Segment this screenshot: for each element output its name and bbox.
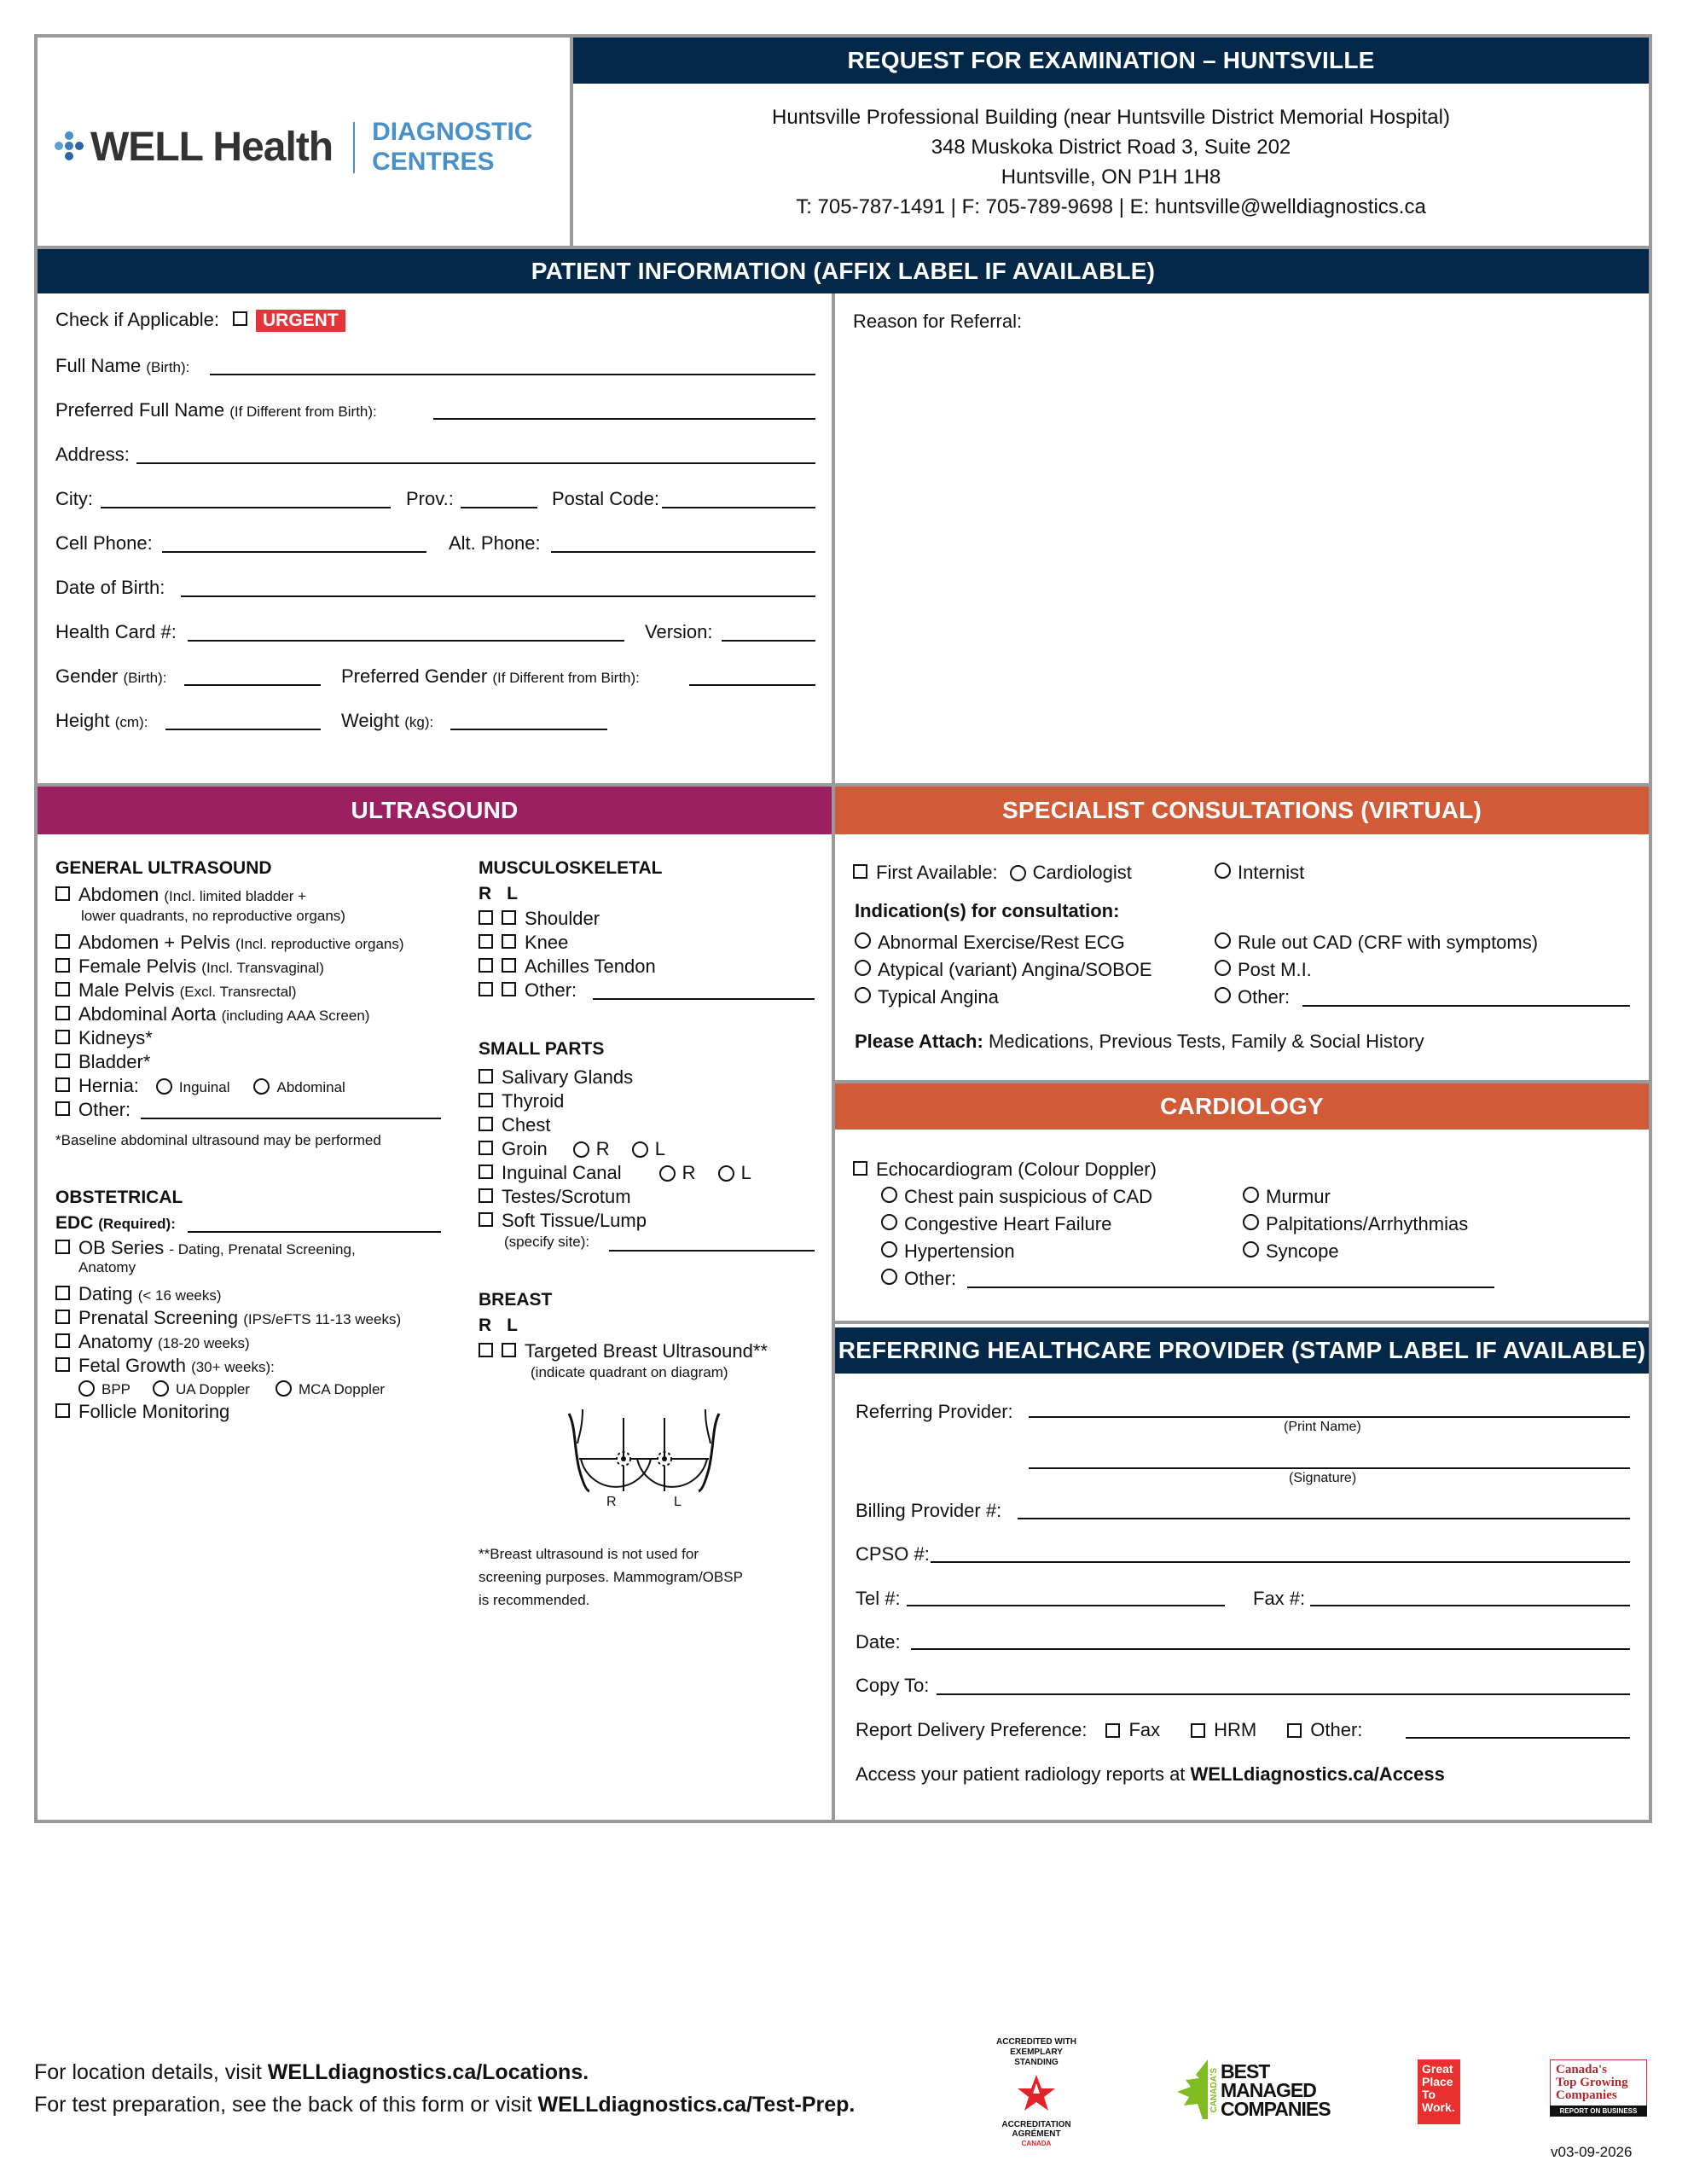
item-label: Inguinal Canal [502, 1162, 622, 1183]
internist-radio[interactable] [1215, 863, 1231, 879]
full-name-label: Full Name [55, 355, 142, 376]
item-note: Anatomy [78, 1259, 136, 1275]
accreditation-badge [989, 2037, 1083, 2148]
address-field[interactable] [136, 462, 815, 464]
item-note: (IPS/eFTS 11-13 weeks) [243, 1311, 402, 1327]
item-note: (Incl. reproductive organs) [235, 936, 404, 952]
height-field[interactable] [165, 729, 321, 730]
option-label: Hypertension [904, 1240, 1015, 1262]
pref-gender-field[interactable] [689, 684, 815, 686]
indication-radio[interactable] [855, 987, 871, 1003]
breast-sub-note: (indicate quadrant on diagram) [531, 1364, 728, 1380]
copy-to-field[interactable] [937, 1693, 1630, 1695]
billing-label: Billing Provider #: [856, 1500, 1002, 1521]
shoulder-l-checkbox[interactable] [502, 910, 516, 925]
r-label: R [479, 884, 492, 903]
option-label: UA Doppler [176, 1381, 250, 1397]
address-line: 348 Muskoka District Road 3, Suite 202 [931, 136, 1291, 159]
logo-sub [372, 118, 532, 177]
item-label: Male Pelvis [78, 979, 175, 1001]
dots-cross-icon [55, 129, 84, 166]
cpso-field[interactable] [931, 1561, 1630, 1563]
item-label: Targeted Breast Ultrasound** [525, 1340, 768, 1362]
item-label: Soft Tissue/Lump [502, 1210, 647, 1231]
badge-text: EXEMPLARY STANDING [1010, 2048, 1063, 2067]
option-label: Atypical (variant) Angina/SOBOE [878, 959, 1152, 980]
logo [55, 118, 532, 177]
logo-sub-2: CENTRES [372, 147, 495, 176]
achilles-r-checkbox[interactable] [479, 958, 493, 973]
badge-text: To [1422, 2088, 1436, 2101]
reason-label: Reason for Referral: [853, 311, 1023, 332]
edc-paren: (Required): [98, 1216, 176, 1232]
item-label: Achilles Tendon [525, 956, 656, 977]
attach-text: Medications, Previous Tests, Family & Social History [988, 1031, 1424, 1052]
msk-heading: MUSCULOSKELETAL [479, 858, 663, 878]
urgent-badge: URGENT [256, 310, 345, 332]
bpp-radio[interactable] [78, 1380, 95, 1397]
version-label: Version: [645, 621, 713, 642]
locations-link[interactable]: WELLdiagnostics.ca/Locations. [267, 2060, 589, 2084]
item-note: (18-20 weeks) [157, 1335, 250, 1351]
inguinal-canal-checkbox[interactable] [479, 1165, 493, 1179]
specify-site-field[interactable] [609, 1250, 815, 1252]
cardio-radio[interactable] [881, 1187, 897, 1203]
item-label: Thyroid [502, 1090, 565, 1112]
attach-label: Please Attach: [855, 1031, 983, 1052]
indications-heading: Indication(s) for consultation: [855, 900, 1120, 921]
option-label: Palpitations/Arrhythmias [1266, 1213, 1469, 1234]
item-note: (30+ weeks): [191, 1359, 275, 1375]
echo-checkbox[interactable] [853, 1161, 867, 1176]
health-card-field[interactable] [188, 640, 624, 642]
version-text: v03-09-2026 [1551, 2144, 1633, 2160]
logo-brand: WELL Health [90, 125, 334, 170]
anatomy-checkbox[interactable] [55, 1333, 70, 1348]
delivery-other-checkbox[interactable] [1287, 1723, 1302, 1738]
prov-label: Prov.: [406, 488, 454, 509]
cardiologist-radio[interactable] [1010, 865, 1026, 881]
option-label: L [740, 1162, 751, 1183]
cardiology-section-title: CARDIOLOGY [835, 1083, 1649, 1130]
full-name-field[interactable] [210, 374, 815, 375]
cell-label: Cell Phone: [55, 532, 153, 554]
option-label: Post M.I. [1238, 959, 1312, 980]
testes-checkbox[interactable] [479, 1188, 493, 1203]
shoulder-r-checkbox[interactable] [479, 910, 493, 925]
option-label: Other: [1238, 986, 1291, 1008]
follicle-monitoring-checkbox[interactable] [55, 1403, 70, 1418]
item-label: Abdomen [78, 884, 160, 905]
clinic-address [573, 102, 1649, 222]
item-note: (Incl. Transvaginal) [201, 960, 324, 976]
abdomen-pelvis-checkbox[interactable] [55, 934, 70, 949]
breast-l-checkbox[interactable] [502, 1343, 516, 1357]
groin-r-radio[interactable] [573, 1141, 589, 1158]
breast-footnote [479, 1542, 743, 1612]
preferred-name-label: Preferred Full Name [55, 399, 225, 421]
edc-field[interactable] [188, 1231, 441, 1233]
preferred-name-paren: (If Different from Birth): [229, 404, 377, 420]
address-line: Huntsville Professional Building (near Huntsville District Memorial Hospital) [772, 106, 1450, 129]
item-label: Other: [525, 979, 577, 1001]
inguinal-r-radio[interactable] [659, 1165, 676, 1182]
item-label: Follicle Monitoring [78, 1401, 230, 1422]
great-place-to-work-badge [1418, 2059, 1460, 2124]
cell-field[interactable] [162, 551, 426, 553]
option-label: Other: [904, 1268, 957, 1289]
full-name-paren: (Birth): [146, 359, 190, 375]
general-footnote: *Baseline abdominal ultrasound may be performed [55, 1132, 381, 1148]
pref-gender-paren: (If Different from Birth): [492, 670, 640, 686]
item-label: Groin [502, 1138, 548, 1159]
pref-gender-label: Preferred Gender [341, 665, 488, 687]
alt-phone-field[interactable] [551, 551, 815, 553]
badge-text: AGRÉMENT [1012, 2129, 1061, 2139]
item-note: - Dating, Prenatal Screening, [169, 1241, 356, 1258]
option-label: R [682, 1162, 696, 1183]
dob-field[interactable] [181, 595, 815, 597]
urgent-checkbox[interactable] [233, 311, 247, 326]
indication-radio[interactable] [855, 932, 871, 949]
check-label: Check if Applicable: [55, 309, 219, 330]
breast-diagram-icon[interactable] [567, 1409, 721, 1503]
weight-paren: (kg): [404, 714, 434, 730]
logo-separator [353, 122, 355, 173]
general-other-field[interactable] [141, 1118, 441, 1119]
page-title: REQUEST FOR EXAMINATION – HUNTSVILLE [573, 38, 1649, 84]
weight-field[interactable] [450, 729, 607, 730]
ultrasound-section-title: ULTRASOUND [38, 787, 832, 834]
item-label: Female Pelvis [78, 956, 197, 977]
item-note: (Incl. limited bladder + [164, 888, 307, 904]
badge-text: Canada's [1556, 2063, 1608, 2077]
hernia-checkbox[interactable] [55, 1077, 70, 1092]
option-label: Congestive Heart Failure [904, 1213, 1112, 1234]
general-other-checkbox[interactable] [55, 1101, 70, 1116]
badge-text: Companies [1556, 2088, 1617, 2102]
item-label: Chest [502, 1114, 551, 1136]
badge-text: Work. [1422, 2100, 1455, 2114]
tel-label: Tel #: [856, 1588, 901, 1609]
small-parts-heading: SMALL PARTS [479, 1039, 605, 1059]
option-label: Chest pain suspicious of CAD [904, 1186, 1153, 1207]
specify-site-label: (specify site): [504, 1234, 590, 1250]
item-label: Prenatal Screening [78, 1307, 239, 1328]
abdominal-aorta-checkbox[interactable] [55, 1006, 70, 1020]
billing-field[interactable] [1018, 1518, 1630, 1519]
provider-section-title: REFERRING HEALTHCARE PROVIDER (STAMP LABEL IF AVAILABLE) [835, 1327, 1649, 1374]
footnote-line: screening purposes. Mammogram/OBSP [479, 1569, 743, 1585]
option-label: HRM [1214, 1719, 1257, 1740]
height-label: Height [55, 710, 110, 731]
logo-sub-1: DIAGNOSTIC [372, 118, 533, 146]
first-available-checkbox[interactable] [853, 864, 867, 879]
bladder-checkbox[interactable] [55, 1054, 70, 1068]
kidneys-checkbox[interactable] [55, 1030, 70, 1044]
badge-text: COMPANIES [1221, 2098, 1331, 2120]
item-note: (Excl. Transrectal) [179, 984, 297, 1000]
badge-text: ACCREDITED WITH [996, 2037, 1076, 2047]
obstetrical-heading: OBSTETRICAL [55, 1188, 183, 1207]
item-label: Bladder* [78, 1051, 151, 1072]
maple-leaf-icon [1177, 2058, 1208, 2123]
echo-label: Echocardiogram (Colour Doppler) [876, 1159, 1157, 1180]
groin-l-radio[interactable] [632, 1141, 648, 1158]
knee-r-checkbox[interactable] [479, 934, 493, 949]
signature-caption: (Signature) [1289, 1471, 1357, 1485]
city-label: City: [55, 488, 93, 509]
badge-band: REPORT ON BUSINESS [1550, 2106, 1647, 2117]
groin-checkbox[interactable] [479, 1141, 493, 1155]
item-label: OB Series [78, 1237, 165, 1258]
badge-text: CANADA'S [1209, 2067, 1219, 2113]
first-available-label: First Available: [876, 862, 998, 883]
option-label: Typical Angina [878, 986, 999, 1008]
gender-paren: (Birth): [123, 670, 167, 686]
soft-tissue-checkbox[interactable] [479, 1212, 493, 1227]
fax-label: Fax #: [1253, 1588, 1306, 1609]
access-text: Access your patient radiology reports at [856, 1763, 1186, 1785]
date-field[interactable] [911, 1648, 1630, 1650]
delivery-other-field[interactable] [1406, 1737, 1630, 1739]
item-label: Abdominal Aorta [78, 1003, 217, 1025]
cardio-radio[interactable] [1243, 1241, 1259, 1258]
prov-field[interactable] [461, 507, 537, 508]
preferred-name-field[interactable] [433, 418, 815, 420]
badge-text: BEST [1221, 2060, 1270, 2082]
badge-text: Top Growing [1556, 2076, 1628, 2089]
copy-to-label: Copy To: [856, 1675, 930, 1696]
diagram-r-label: R [606, 1495, 617, 1509]
accreditation-star-icon [1016, 2073, 1057, 2114]
item-label: Fetal Growth [78, 1355, 186, 1376]
cardio-other-field[interactable] [967, 1287, 1494, 1288]
height-paren: (cm): [114, 714, 148, 730]
msk-other-field[interactable] [593, 998, 815, 1000]
mca-doppler-radio[interactable] [276, 1380, 292, 1397]
indication-radio[interactable] [1215, 932, 1231, 949]
access-link[interactable]: WELLdiagnostics.ca/Access [1190, 1763, 1445, 1785]
option-label: Abdominal [276, 1079, 345, 1095]
patient-section-title: PATIENT INFORMATION (AFFIX LABEL IF AVAILABLE) [38, 249, 1649, 293]
achilles-l-checkbox[interactable] [502, 958, 516, 973]
footnote-line: **Breast ultrasound is not used for [479, 1546, 699, 1562]
top-growing-badge [1550, 2059, 1647, 2117]
option-label: BPP [102, 1381, 131, 1397]
option-label: R [595, 1138, 610, 1159]
indication-radio[interactable] [855, 960, 871, 976]
option-label: Abnormal Exercise/Rest ECG [878, 932, 1125, 953]
badge-text: MANAGED [1221, 2079, 1316, 2101]
item-label: Hernia: [78, 1075, 139, 1096]
cpso-label: CPSO #: [856, 1543, 930, 1565]
city-field[interactable] [101, 507, 391, 508]
cardio-radio[interactable] [881, 1214, 897, 1230]
postal-field[interactable] [662, 507, 815, 508]
option-label: Murmur [1266, 1186, 1331, 1207]
item-label: Abdomen + Pelvis [78, 932, 230, 953]
hernia-abdominal-radio[interactable] [253, 1078, 270, 1095]
thyroid-checkbox[interactable] [479, 1093, 493, 1107]
cardio-radio[interactable] [881, 1269, 897, 1285]
option-label: L [654, 1138, 665, 1159]
option-label: MCA Doppler [298, 1381, 386, 1397]
dating-checkbox[interactable] [55, 1286, 70, 1300]
footer-text: For test preparation, see the back of this form or visit [34, 2093, 532, 2117]
cardio-radio[interactable] [1243, 1214, 1259, 1230]
option-label: Inguinal [178, 1079, 230, 1095]
signature-field[interactable] [1029, 1467, 1630, 1469]
specialist-section-title: SPECIALIST CONSULTATIONS (VIRTUAL) [835, 787, 1649, 834]
item-label: Anatomy [78, 1331, 153, 1352]
best-managed-badge [1177, 2058, 1331, 2123]
ua-doppler-radio[interactable] [153, 1380, 169, 1397]
option-label: Rule out CAD (CRF with symptoms) [1238, 932, 1539, 953]
print-name-caption: (Print Name) [1284, 1420, 1361, 1434]
cardiology-bottom-rule [835, 1321, 1652, 1324]
item-label: Kidneys* [78, 1027, 153, 1048]
item-label: Salivary Glands [502, 1066, 634, 1088]
gender-field[interactable] [184, 684, 321, 686]
fetal-growth-checkbox[interactable] [55, 1357, 70, 1372]
delivery-label: Report Delivery Preference: [856, 1719, 1088, 1740]
item-label: Other: [78, 1099, 131, 1120]
option-label: Fax [1128, 1719, 1161, 1740]
prenatal-screening-checkbox[interactable] [55, 1310, 70, 1324]
item-label: Dating [78, 1283, 133, 1304]
salivary-checkbox[interactable] [479, 1069, 493, 1083]
diagram-l-label: L [674, 1495, 682, 1509]
msk-other-r-checkbox[interactable] [479, 982, 493, 996]
male-pelvis-checkbox[interactable] [55, 982, 70, 996]
cardio-radio[interactable] [1243, 1187, 1259, 1203]
specialist-other-field[interactable] [1302, 1005, 1630, 1007]
contact-line: T: 705-787-1491 | F: 705-789-9698 | E: huntsville@welldiagnostics.ca [796, 195, 1426, 218]
item-label: Knee [525, 932, 569, 953]
msk-other-l-checkbox[interactable] [502, 982, 516, 996]
indication-radio[interactable] [1215, 987, 1231, 1003]
form-frame [34, 34, 1652, 1823]
reason-textarea[interactable] [853, 337, 1646, 776]
option-label: Internist [1238, 862, 1305, 883]
item-label: Testes/Scrotum [502, 1186, 631, 1207]
edc-label: EDC [55, 1213, 94, 1233]
delivery-hrm-checkbox[interactable] [1191, 1723, 1205, 1738]
item-note: (< 16 weeks) [137, 1287, 222, 1304]
hernia-inguinal-radio[interactable] [156, 1078, 172, 1095]
weight-label: Weight [341, 710, 400, 731]
referring-label: Referring Provider: [856, 1401, 1013, 1422]
fax-field[interactable] [1310, 1605, 1630, 1606]
ob-series-checkbox[interactable] [55, 1240, 70, 1254]
date-label: Date: [856, 1631, 901, 1653]
l-label: L [507, 884, 518, 903]
option-label: Cardiologist [1032, 862, 1132, 883]
cardio-radio[interactable] [881, 1241, 897, 1258]
badge-text: ACCREDITATION [1001, 2120, 1071, 2129]
chest-checkbox[interactable] [479, 1117, 493, 1131]
referring-name-field[interactable] [1029, 1416, 1630, 1418]
urgent-row [55, 309, 345, 332]
inguinal-l-radio[interactable] [718, 1165, 734, 1182]
address-label: Address: [55, 444, 130, 465]
indication-radio[interactable] [1215, 960, 1231, 976]
footnote-line: is recommended. [479, 1592, 590, 1608]
badge-text: CANADA [1021, 2140, 1052, 2147]
alt-phone-label: Alt. Phone: [449, 532, 541, 554]
general-ultrasound-heading: GENERAL ULTRASOUND [55, 858, 272, 878]
knee-l-checkbox[interactable] [502, 934, 516, 949]
gender-label: Gender [55, 665, 119, 687]
abdomen-checkbox[interactable] [55, 886, 70, 901]
badge-text: Great [1422, 2062, 1453, 2076]
r-label: R [479, 1316, 492, 1335]
footer-text: For location details, visit [34, 2060, 262, 2084]
postal-label: Postal Code: [552, 488, 659, 509]
item-label: Shoulder [525, 908, 600, 929]
female-pelvis-checkbox[interactable] [55, 958, 70, 973]
version-field[interactable] [722, 640, 815, 642]
tel-field[interactable] [907, 1605, 1225, 1606]
item-note: (including AAA Screen) [221, 1008, 370, 1024]
l-label: L [507, 1316, 518, 1335]
dob-label: Date of Birth: [55, 577, 165, 598]
address-line: Huntsville, ON P1H 1H8 [1001, 166, 1221, 189]
option-label: Other: [1310, 1719, 1363, 1740]
breast-heading: BREAST [479, 1290, 553, 1310]
badge-text: Place [1422, 2075, 1453, 2088]
delivery-fax-checkbox[interactable] [1105, 1723, 1120, 1738]
health-card-label: Health Card #: [55, 621, 177, 642]
option-label: Syncope [1266, 1240, 1339, 1262]
item-note: lower quadrants, no reproductive organs) [81, 908, 345, 924]
center-divider [832, 293, 835, 1823]
breast-r-checkbox[interactable] [479, 1343, 493, 1357]
test-prep-link[interactable]: WELLdiagnostics.ca/Test-Prep. [537, 2093, 856, 2117]
